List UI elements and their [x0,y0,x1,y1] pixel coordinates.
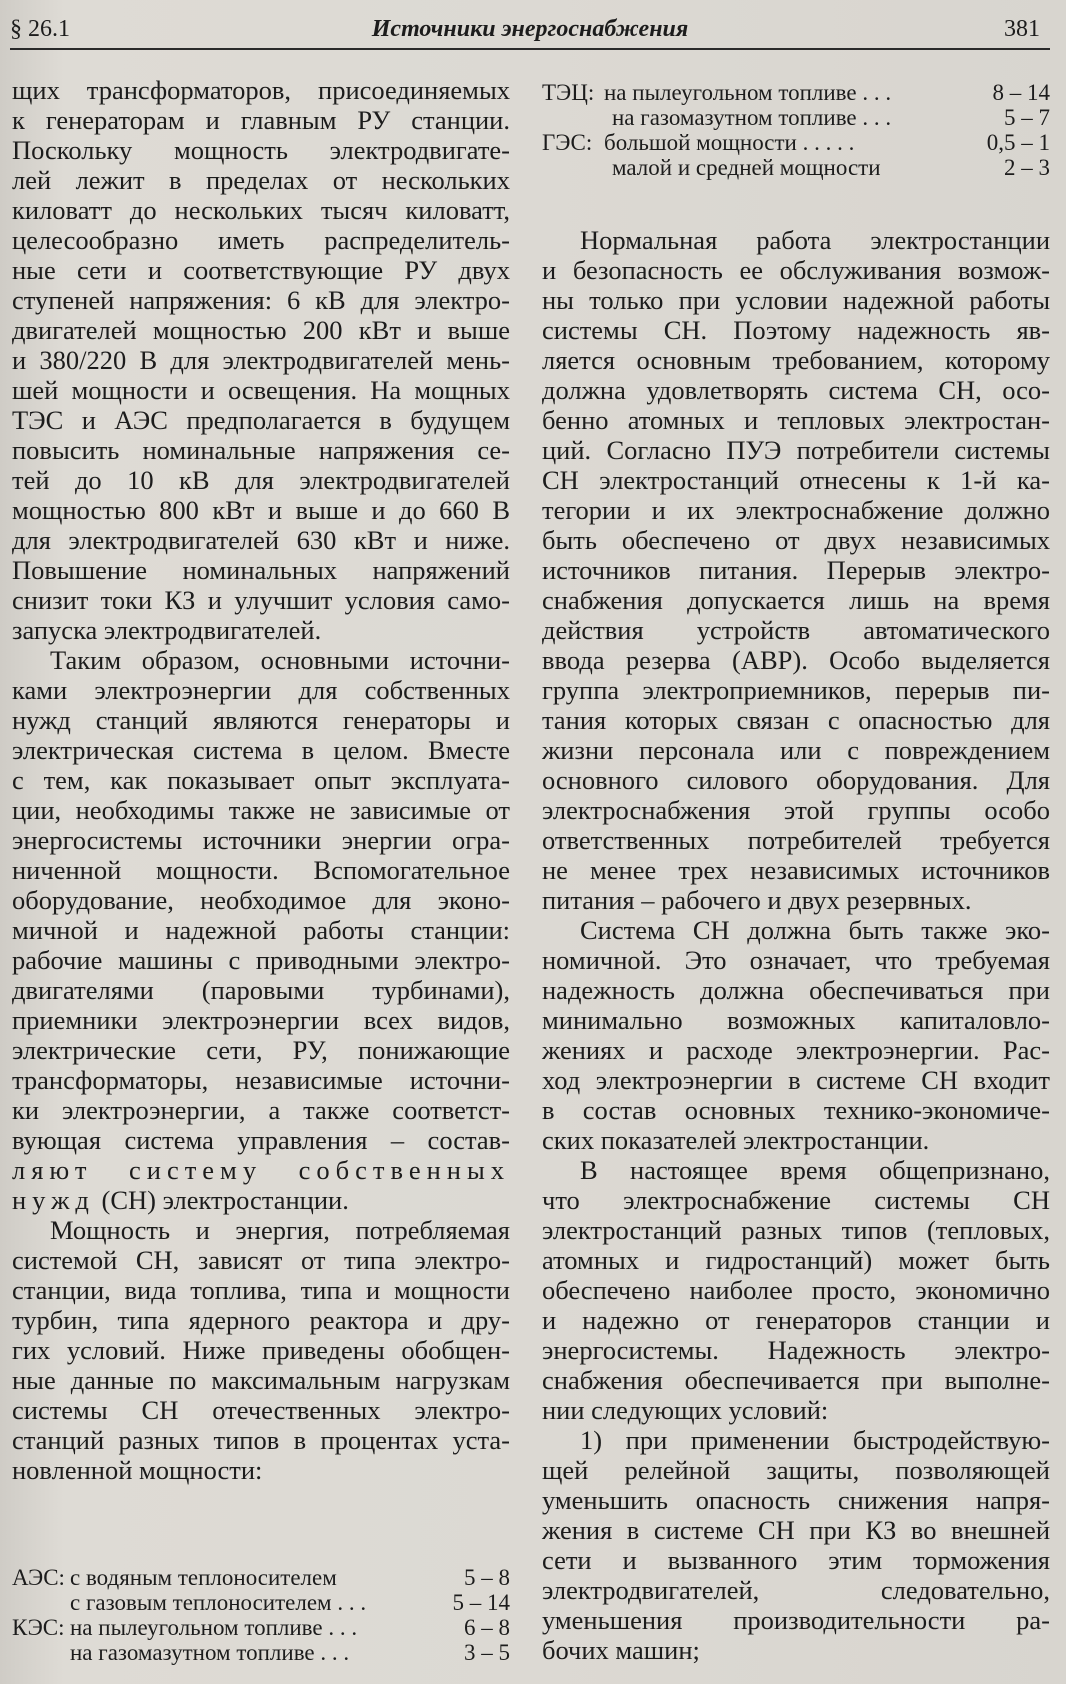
table-row [12,1590,510,1615]
fuel-type-text: на газомазутном топливе . . . [612,105,892,130]
text-line: системы СН отечественных электро- [12,1395,510,1425]
text-line: питания – рабочего и двух резервных. [542,885,972,915]
text-line: ляется основным требованием, которому [542,345,1050,375]
text-line: рабочие машины с приводными электро- [12,945,510,975]
text-line: к генераторам и главным РУ станции. [12,105,510,135]
text-line: бенно атомных и тепловых электростан- [542,405,1050,435]
load-percent-value: 6 – 8 [464,1615,510,1640]
text-line: и 380/220 В для электродвигателей мень- [12,345,510,375]
text-line: энергосистемы источники энергии огра- [12,825,510,855]
load-percent-value: 5 – 8 [464,1565,510,1590]
page-number: 381 [1004,16,1040,42]
load-percent-value: 2 – 3 [1004,155,1050,180]
text-line: группа электроприемников, перерыв пи- [542,675,1050,705]
text-line: в состав основных технико-экономиче- [542,1095,1050,1125]
text-line: целесообразно иметь распределитель- [12,225,510,255]
text-line: Повышение номинальных напряжений [12,555,510,585]
text-line: Таким образом, основными источни- [50,645,510,675]
text-line: энергосистемы. Надежность электро- [542,1335,1050,1365]
text-line: и безопасность ее обслуживания возмож- [542,255,1050,285]
text-line: ввода резерва (АВР). Особо выделяется [542,645,1050,675]
fuel-type-text: на газомазутном топливе . . . [70,1640,350,1665]
text-line: ками электроэнергии для собственных [12,675,510,705]
text-line: источников питания. Перерыв электро- [542,555,1050,585]
text-line: быть обеспечено от двух независимых [542,525,1050,555]
fuel-type-text: на пылеугольном топливе . . . [70,1615,358,1640]
right-column [542,225,1050,1665]
station-type-label: ГЭС: [542,130,593,155]
text-line: системы СН. Поэтому надежность яв- [542,315,1050,345]
term-spaced: нужд [12,1185,95,1215]
station-type-label: АЭС: [12,1565,65,1590]
text-line: действия устройств автоматического [542,615,1050,645]
fuel-type-text: с водяным теплоносителем [70,1565,337,1590]
text-line: снизит токи КЗ и улучшит условия само- [12,585,510,615]
text-line: Нормальная работа электростанции [580,225,1050,255]
right-load-table [542,80,1050,180]
text-line: и надежно от генераторов станции и [542,1305,1050,1335]
text-line: щих трансформаторов, присоединяемых [12,75,510,105]
table-row [12,1640,510,1665]
fuel-type-text: большой мощности . . . . . [604,130,855,155]
text-line: В настоящее время общепризнано, [580,1155,1050,1185]
section-number: § 26.1 [10,16,70,42]
text-line: снабжения обеспечивается при выполне- [542,1365,1050,1395]
text-line: ход электроэнергии в системе СН входит [542,1065,1050,1095]
fuel-type-text: на пылеугольном топливе . . . [604,80,892,105]
table-row [12,1615,510,1640]
right-paragraph-4 [542,1425,1050,1665]
text-line: ки электроэнергии, а также соответст- [12,1095,510,1125]
text-line: ниченной мощности. Вспомогательное [12,855,510,885]
text-line: трансформаторы, независимые источни- [12,1065,510,1095]
fuel-type-text: с газовым теплоносителем . . . [70,1590,367,1615]
text-line: тегории и их электроснабжение должно [542,495,1050,525]
text-line: снабжения допускается лишь на время [542,585,1050,615]
table-row [542,155,1050,180]
text-line: номичной. Это означает, что требуемая [542,945,1050,975]
table-row [542,105,1050,130]
table-row [542,80,1050,105]
text-line: обеспечено наиболее просто, экономично [542,1275,1050,1305]
text-line: станций разных типов в процентах уста- [12,1425,510,1455]
table-row [542,130,1050,155]
text-line: ции, необходимы также не зависимые от [12,795,510,825]
left-paragraph-2-spaced-line: ляют систему собственных [12,1155,510,1185]
load-percent-value: 5 – 7 [1004,105,1050,130]
text-line: атомных и гидростанций) может быть [542,1245,1050,1275]
text-line: новленной мощности: [12,1455,263,1485]
left-paragraph-2 [12,645,510,1155]
text-line: тания которых связан с опасностью для [542,705,1050,735]
text-line: СН электростанций отнесены к 1-й ка- [542,465,1050,495]
table-row [12,1565,510,1590]
text-line: тей до 10 кВ для электродвигателей [12,465,510,495]
text-line: шей мощности и освещения. На мощных [12,375,510,405]
text-line: ны только при условии надежной работы [542,285,1050,315]
text-line: жения в системе СН при КЗ во внешней [542,1515,1050,1545]
text-line: оборудование, необходимое для эконо- [12,885,510,915]
text-line: двигателей мощностью 200 кВт и выше [12,315,510,345]
text-line: надежность должна обеспечиваться при [542,975,1050,1005]
term-rest: (СН) электростанции. [94,1185,349,1215]
text-line: электростанций разных типов (тепловых, [542,1215,1050,1245]
left-paragraph-1 [12,75,510,645]
text-line: вующая система управления – состав- [12,1125,510,1155]
text-line: не менее трех независимых источников [542,855,1050,885]
text-line: жениях и расходе электроэнергии. Рас- [542,1035,1050,1065]
running-title: Источники энергоснабжения [371,16,689,42]
text-line: сети и вызванного этим торможения [542,1545,1050,1575]
load-percent-value: 0,5 – 1 [986,130,1050,155]
text-line: Поскольку мощность электродвигате- [12,135,510,165]
text-line: ные данные по максимальным нагрузкам [12,1365,510,1395]
text-line: киловатт до нескольких тысяч киловатт, [12,195,510,225]
text-line: щей релейной защиты, позволяющей [542,1455,1050,1485]
text-line: гих условий. Ниже приведены обобщен- [12,1335,510,1365]
text-line: лей лежит в пределах от нескольких [12,165,510,195]
text-line: должна удовлетворять система СН, осо- [542,375,1050,405]
text-line: станции, вида топлива, типа и мощности [12,1275,510,1305]
station-type-label: КЭС: [12,1615,65,1640]
text-line: для электродвигателей 630 кВт и ниже. [12,525,510,555]
text-line: нии следующих условий: [542,1395,829,1425]
text-line: электродвигателей, следовательно, [542,1575,1050,1605]
text-line: ций. Согласно ПУЭ потребители системы [542,435,1050,465]
station-type-label: ТЭЦ: [542,80,595,105]
fuel-type-text: малой и средней мощности [612,155,881,180]
text-line: 1) при применении быстродействую- [580,1425,1050,1455]
text-line: нужд станций являются генераторы и [12,705,510,735]
text-line: мощностью 800 кВт и выше и до 660 В [12,495,510,525]
text-line: приемники электроэнергии всех видов, [12,1005,510,1035]
right-paragraph-3 [542,1155,1050,1425]
load-percent-value: 8 – 14 [992,80,1050,105]
left-load-table [12,1565,510,1665]
text-line: электрическая система в целом. Вместе [12,735,510,765]
left-paragraph-2-last-line [12,1185,510,1215]
text-line: основного силового оборудования. Для [542,765,1050,795]
right-paragraph-2 [542,915,1050,1155]
text-line: Мощность и энергия, потребляемая [50,1215,510,1245]
text-line: ступеней напряжения: 6 кВ для электро- [12,285,510,315]
page-header [10,12,1050,50]
text-line: с тем, как показывает опыт эксплуата- [12,765,510,795]
left-paragraph-3 [12,1215,510,1485]
right-paragraph-1 [542,225,1050,915]
text-line: жизни персонала или с повреждением [542,735,1050,765]
text-line: уменьшения производительности ра- [542,1605,1050,1635]
text-line: Система СН должна быть также эко- [580,915,1050,945]
text-line: электроснабжения этой группы особо [542,795,1050,825]
text-line: повысить номинальные напряжения се- [12,435,510,465]
load-percent-value: 3 – 5 [464,1640,510,1665]
left-column [12,75,510,1485]
text-line: минимально возможных капиталовло- [542,1005,1050,1035]
text-line: мичной и надежной работы станции: [12,915,510,945]
text-line: бочих машин; [542,1635,700,1665]
text-line: электрические сети, РУ, понижающие [12,1035,510,1065]
text-line: ских показателей электростанции. [542,1125,930,1155]
text-line: ные сети и соответствующие РУ двух [12,255,510,285]
text-line: двигателями (паровыми турбинами), [12,975,510,1005]
text-line: что электроснабжение системы СН [542,1185,1050,1215]
text-line: ответственных потребителей требуется [542,825,1050,855]
text-line: уменьшить опасность снижения напря- [542,1485,1050,1515]
text-line: системой СН, зависят от типа электро- [12,1245,510,1275]
load-percent-value: 5 – 14 [452,1590,510,1615]
text-line: ТЭС и АЭС предполагается в будущем [12,405,510,435]
text-line: турбин, типа ядерного реактора и дру- [12,1305,510,1335]
text-line: запуска электродвигателей. [12,615,322,645]
